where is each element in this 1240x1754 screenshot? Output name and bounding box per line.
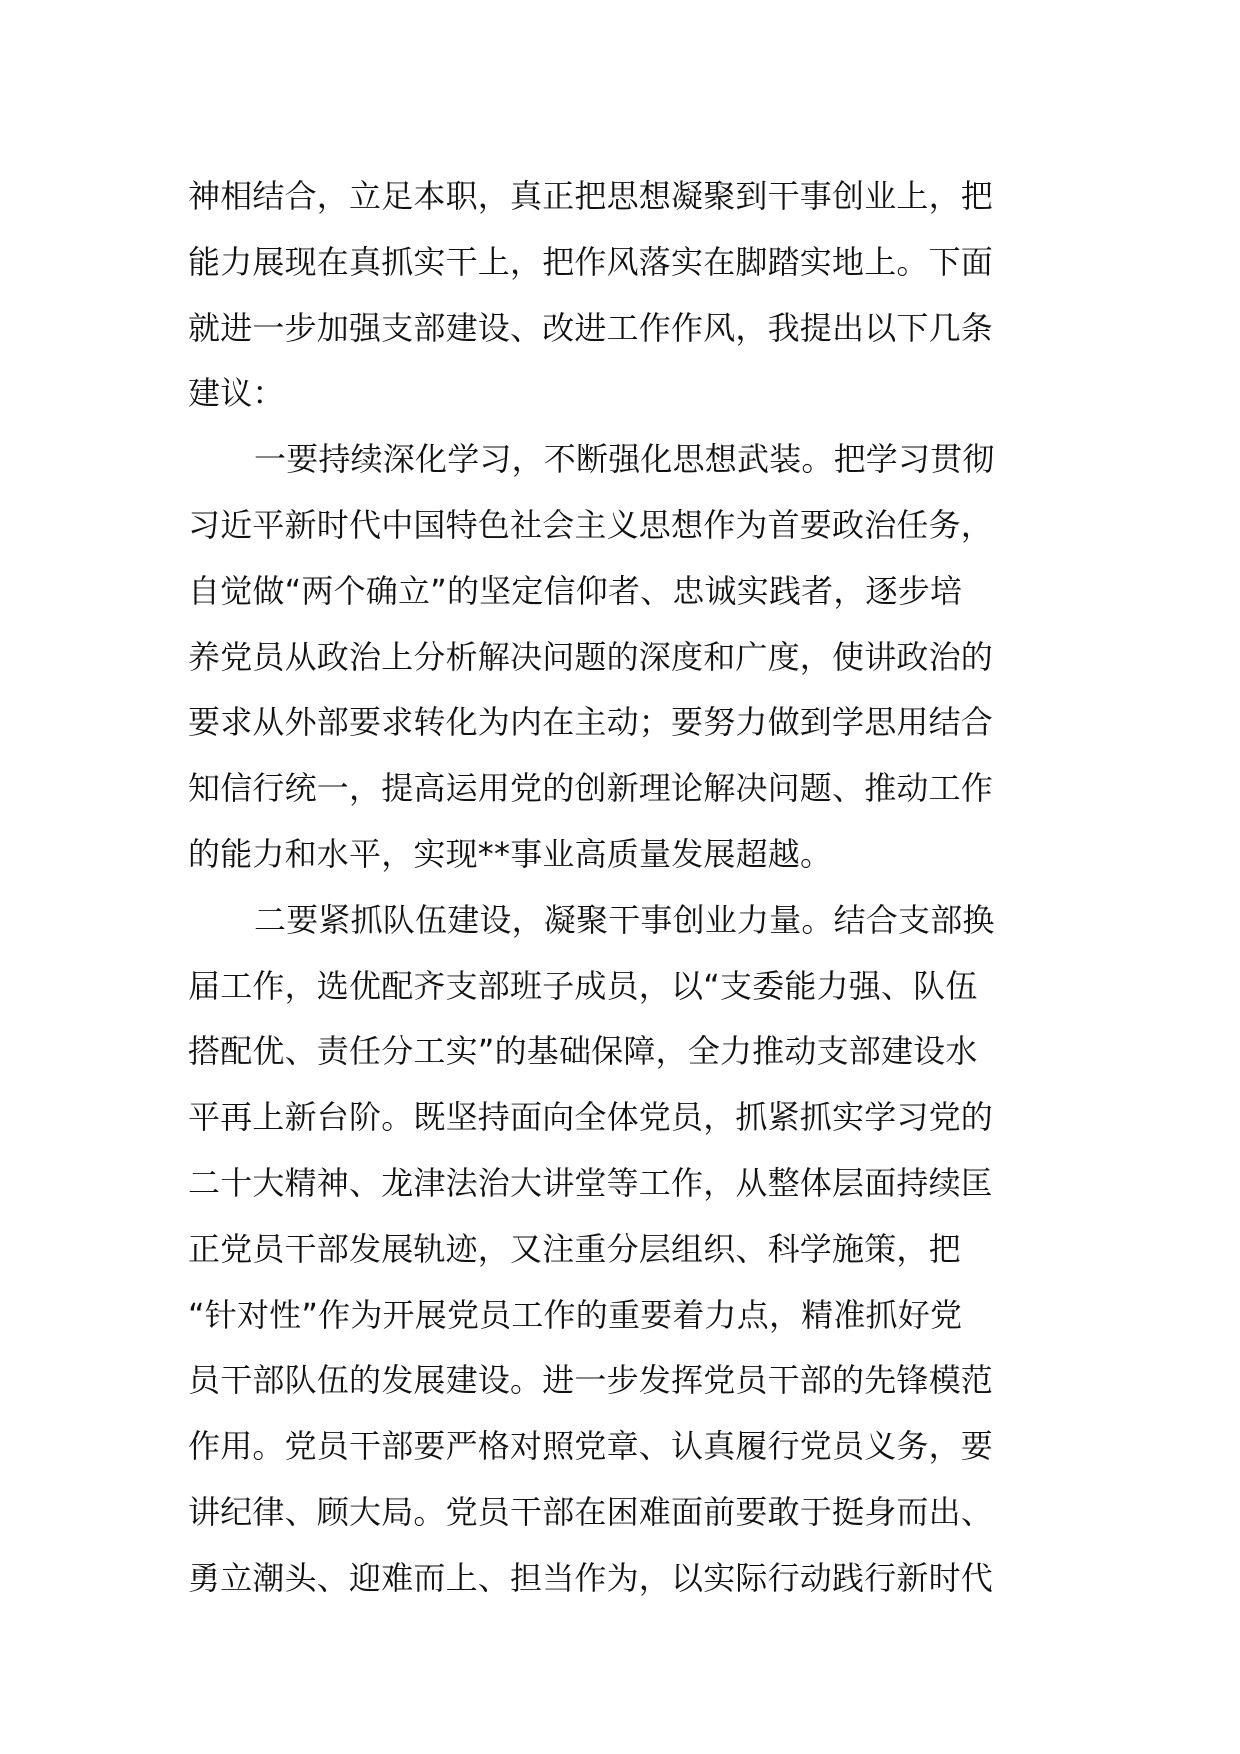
text-line: 要求从外部要求转化为内在主动；要努力做到学思用结合	[188, 703, 994, 742]
text-line: 自觉做“两个确立”的坚定信仰者、忠诚实践者，逐步培	[188, 571, 963, 610]
text-line: 养党员从政治上分析解决问题的深度和广度，使讲政治的	[188, 637, 994, 676]
paragraph-start-line: 二要紧抓队伍建设，凝聚干事创业力量。结合支部换	[254, 900, 995, 939]
text-line: 平再上新台阶。既坚持面向全体党员，抓紧抓实学习党的	[188, 1098, 994, 1137]
text-line: 正党员干部发展轨迹，又注重分层组织、科学施策，把	[188, 1229, 961, 1268]
text-line: 建议：	[188, 374, 285, 413]
text-line: 就进一步加强支部建设、改进工作作风，我提出以下几条	[188, 308, 994, 347]
text-line: 员干部队伍的发展建设。进一步发挥党员干部的先锋模范	[188, 1361, 994, 1400]
paragraph-start-line: 一要持续深化学习，不断强化思想武装。把学习贯彻	[254, 440, 995, 479]
text-line: 二十大精神、龙津法治大讲堂等工作，从整体层面持续匡	[188, 1163, 994, 1202]
text-line: 神相结合，立足本职，真正把思想凝聚到干事创业上，把	[188, 177, 994, 215]
text-line: 作用。党员干部要严格对照党章、认真履行党员义务，要	[188, 1427, 994, 1466]
text-line: 届工作，选优配齐支部班子成员，以“支委能力强、队伍	[188, 966, 978, 1005]
text-line: 习近平新时代中国特色社会主义思想作为首要政治任务，	[188, 505, 994, 544]
text-line: “针对性”作为开展党员工作的重要着力点，精准抓好党	[188, 1295, 963, 1334]
body-text	[188, 164, 1058, 1612]
text-line: 勇立潮头、迎难而上、担当作为，以实际行动践行新时代	[188, 1558, 994, 1597]
text-line: 知信行统一，提高运用党的创新理论解决问题、推动工作	[188, 769, 994, 808]
text-line: 讲纪律、顾大局。党员干部在困难面前要敢于挺身而出、	[188, 1492, 994, 1531]
text-line: 的能力和水平，实现**事业高质量发展超越。	[188, 834, 833, 873]
text-line: 能力展现在真抓实干上，把作风落实在脚踏实地上。下面	[188, 242, 994, 281]
text-line: 搭配优、责任分工实”的基础保障，全力推动支部建设水	[188, 1032, 978, 1071]
